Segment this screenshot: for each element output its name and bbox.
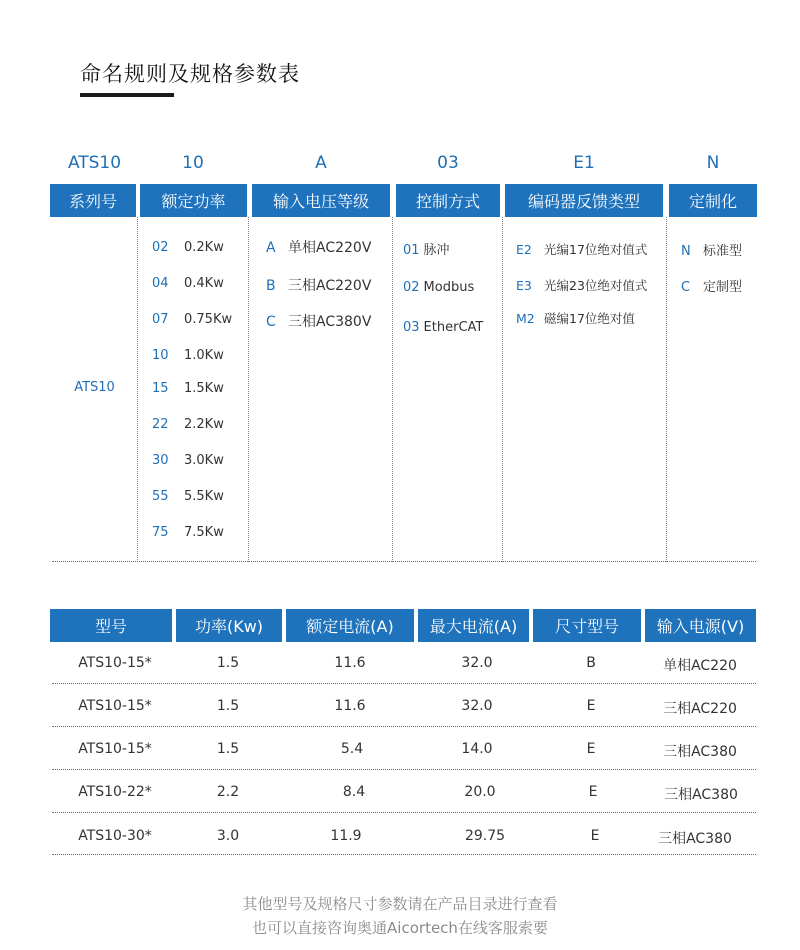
spec-cell-max-current: 32.0 bbox=[461, 655, 493, 671]
header-control: 控制方式 bbox=[396, 184, 500, 217]
spec-cell-max-current: 20.0 bbox=[464, 784, 496, 800]
spec-header-power: 功率(Kw) bbox=[176, 609, 282, 642]
page-title: 命名规则及规格参数表 bbox=[80, 62, 300, 86]
power-option: 55 5.5Kw bbox=[152, 489, 224, 504]
spec-cell-power: 1.5 bbox=[216, 655, 240, 671]
spec-cell-model: ATS10-15* bbox=[78, 655, 152, 671]
series-value: ATS10 bbox=[74, 380, 115, 395]
spec-cell-power: 1.5 bbox=[216, 698, 240, 714]
spec-cell-model: ATS10-15* bbox=[78, 698, 152, 714]
naming-codes bbox=[0, 153, 800, 177]
code-voltage: A bbox=[315, 153, 327, 173]
voltage-option: B 三相AC220V bbox=[266, 278, 372, 294]
row-divider bbox=[52, 812, 756, 813]
naming-table-bottom-border bbox=[52, 561, 756, 562]
title-underline bbox=[80, 93, 174, 97]
spec-header-size: 尺寸型号 bbox=[533, 609, 641, 642]
code-power: 10 bbox=[182, 153, 204, 173]
row-divider bbox=[52, 726, 756, 727]
spec-cell-power: 2.2 bbox=[216, 784, 240, 800]
spec-cell-rated-current: 11.6 bbox=[334, 698, 366, 714]
code-custom: N bbox=[706, 153, 720, 173]
power-option: 30 3.0Kw bbox=[152, 453, 224, 468]
voltage-option: A 单相AC220V bbox=[266, 240, 372, 256]
header-power: 额定功率 bbox=[140, 184, 247, 217]
spec-header-max-current: 最大电流(A) bbox=[418, 609, 529, 642]
row-divider bbox=[52, 769, 756, 770]
code-control: 03 bbox=[437, 153, 459, 173]
spec-cell-input-power: 单相AC220 bbox=[663, 658, 737, 674]
column-divider bbox=[137, 217, 138, 562]
custom-option: C 定制型 bbox=[681, 280, 743, 295]
voltage-option: C 三相AC380V bbox=[266, 314, 372, 330]
spec-cell-model: ATS10-22* bbox=[78, 784, 152, 800]
spec-cell-model: ATS10-15* bbox=[78, 741, 152, 757]
spec-cell-input-power: 三相AC220 bbox=[663, 701, 737, 717]
code-series: ATS10 bbox=[67, 153, 122, 173]
spec-cell-input-power: 三相AC380 bbox=[664, 787, 738, 803]
power-option: 04 0.4Kw bbox=[152, 276, 224, 291]
control-option: 03 EtherCAT bbox=[403, 320, 484, 335]
column-divider bbox=[248, 217, 249, 562]
spec-header-input-power: 输入电源(V) bbox=[645, 609, 756, 642]
encoder-option: E3 光编23位绝对值式 bbox=[516, 278, 648, 293]
spec-cell-rated-current: 5.4 bbox=[340, 741, 364, 757]
footer-note-line1: 其他型号及规格尺寸参数请在产品目录进行查看 bbox=[242, 895, 558, 913]
spec-cell-rated-current: 11.6 bbox=[334, 655, 366, 671]
power-option: 07 0.75Kw bbox=[152, 312, 233, 327]
spec-cell-rated-current: 11.9 bbox=[330, 828, 362, 844]
spec-cell-size: E bbox=[590, 828, 600, 844]
power-option: 02 0.2Kw bbox=[152, 240, 224, 255]
column-divider bbox=[392, 217, 393, 562]
power-option: 15 1.5Kw bbox=[152, 381, 224, 396]
spec-cell-size: E bbox=[588, 784, 598, 800]
spec-cell-power: 3.0 bbox=[216, 828, 240, 844]
spec-header-model: 型号 bbox=[50, 609, 172, 642]
control-option: 02 Modbus bbox=[403, 280, 475, 295]
spec-cell-size: E bbox=[586, 741, 596, 757]
row-divider bbox=[52, 854, 756, 855]
header-voltage: 输入电压等级 bbox=[252, 184, 390, 217]
header-series: 系列号 bbox=[50, 184, 136, 217]
spec-cell-size: E bbox=[586, 698, 596, 714]
spec-header-rated-current: 额定电流(A) bbox=[286, 609, 414, 642]
column-divider bbox=[666, 217, 667, 562]
column-divider bbox=[502, 217, 503, 562]
header-encoder: 编码器反馈类型 bbox=[505, 184, 663, 217]
custom-option: N 标准型 bbox=[681, 244, 743, 259]
encoder-option: M2 磁编17位绝对值 bbox=[516, 311, 635, 326]
spec-cell-max-current: 14.0 bbox=[461, 741, 493, 757]
code-encoder: E1 bbox=[573, 153, 595, 173]
row-divider bbox=[52, 683, 756, 684]
power-option: 22 2.2Kw bbox=[152, 417, 224, 432]
spec-cell-input-power: 三相AC380 bbox=[663, 744, 737, 760]
header-custom: 定制化 bbox=[669, 184, 757, 217]
footer-note-line2: 也可以直接咨询奥通Aicortech在线客服索要 bbox=[252, 919, 548, 937]
spec-cell-input-power: 三相AC380 bbox=[658, 831, 732, 847]
spec-cell-size: B bbox=[586, 655, 596, 671]
encoder-option: E2 光编17位绝对值式 bbox=[516, 242, 648, 257]
spec-cell-power: 1.5 bbox=[216, 741, 240, 757]
spec-cell-max-current: 32.0 bbox=[461, 698, 493, 714]
power-option: 10 1.0Kw bbox=[152, 348, 224, 363]
spec-cell-model: ATS10-30* bbox=[78, 828, 152, 844]
spec-cell-rated-current: 8.4 bbox=[342, 784, 366, 800]
power-option: 75 7.5Kw bbox=[152, 525, 224, 540]
spec-cell-max-current: 29.75 bbox=[464, 828, 506, 844]
control-option: 01 脉冲 bbox=[403, 243, 450, 258]
